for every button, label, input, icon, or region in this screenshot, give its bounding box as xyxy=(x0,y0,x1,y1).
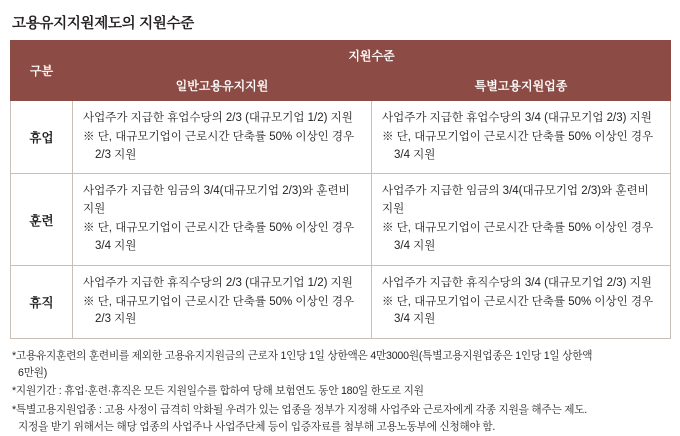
header-cell-special-support: 특별고용지원업종 xyxy=(372,71,671,101)
cell-special-1 xyxy=(372,174,671,265)
cell-general-0 xyxy=(73,101,372,174)
cell-text-note-cont: 3/4 지원 xyxy=(394,239,436,252)
footnotes xyxy=(12,348,668,436)
cell-text-note-cont: 2/3 지원 xyxy=(95,148,137,161)
footnote-cont: 지정을 받기 위해서는 해당 업종의 사업주나 사업주단체 등이 입증자료를 첨부해 고용노동부에 신청해야 함. xyxy=(18,420,496,433)
cell-text-note: ※ 단, 대규모기업이 근로시간 단축률 50% 이상인 경우 xyxy=(382,295,654,308)
cell-text-note: ※ 단, 대규모기업이 근로시간 단축률 50% 이상인 경우 xyxy=(382,222,654,235)
cell-text-note-cont: 3/4 지원 xyxy=(95,239,137,252)
footnote-text: *고용유지훈련의 훈련비를 제외한 고용유지지원금의 근로자 1인당 1일 상한액은 4만3000원(특별고용지원업종은 1인당 1일 상한액 xyxy=(12,350,593,363)
row-label-1: 훈련 xyxy=(11,174,73,265)
row-label-2: 휴직 xyxy=(11,265,73,338)
cell-text-main: 사업주가 지급한 휴직수당의 3/4 (대규모기업 2/3) 지원 xyxy=(382,276,652,289)
cell-text-main: 사업주가 지급한 휴업수당의 3/4 (대규모기업 2/3) 지원 xyxy=(382,112,652,124)
footnote-text: *특별고용지원업종 : 고용 사정이 급격히 악화될 우려가 있는 업종을 정부가 지정해 사업주와 근로자에게 각종 지원을 해주는 제도. xyxy=(12,403,588,416)
cell-special-2 xyxy=(372,265,671,338)
cell-text-note-cont: 3/4 지원 xyxy=(394,148,436,161)
cell-text-note: ※ 단, 대규모기업이 근로시간 단축률 50% 이상인 경우 xyxy=(83,295,355,308)
cell-text-note-cont: 3/4 지원 xyxy=(394,313,436,326)
footnote-2 xyxy=(12,402,668,436)
table-row xyxy=(11,101,671,174)
page-title: 고용유지지원제도의 지원수준 xyxy=(12,16,194,32)
footnote-0 xyxy=(12,348,668,382)
header-cell-general-support: 일반고용유지지원 xyxy=(73,71,372,101)
cell-text-note: ※ 단, 대규모기업이 근로시간 단축률 50% 이상인 경우 xyxy=(83,130,355,143)
cell-general-2 xyxy=(73,265,372,338)
cell-text-main: 사업주가 지급한 임금의 3/4(대규모기업 2/3)와 훈련비 지원 xyxy=(83,185,350,216)
footnote-1 xyxy=(12,383,668,400)
row-label-0: 휴업 xyxy=(11,101,73,174)
table-row xyxy=(11,174,671,265)
table-header-row xyxy=(11,41,671,71)
table-row xyxy=(11,265,671,338)
cell-special-0 xyxy=(372,101,671,174)
table-subheader-row xyxy=(11,71,671,101)
header-cell-support-level: 지원수준 xyxy=(73,41,671,71)
cell-text-note: ※ 단, 대규모기업이 근로시간 단축률 50% 이상인 경우 xyxy=(382,130,654,143)
header-cell-category: 구분 xyxy=(11,41,73,101)
footnote-cont: 6만원) xyxy=(18,367,48,380)
cell-text-main: 사업주가 지급한 휴직수당의 2/3 (대규모기업 1/2) 지원 xyxy=(83,276,353,289)
cell-text-main: 사업주가 지급한 임금의 3/4(대규모기업 2/3)와 훈련비 지원 xyxy=(382,185,649,216)
footnote-text: *지원기간 : 휴업·훈련·휴직은 모든 지원일수를 합하여 당해 보험연도 동안 180일 한도로 지원 xyxy=(12,385,424,398)
cell-text-note-cont: 2/3 지원 xyxy=(95,313,137,326)
support-level-table xyxy=(10,40,671,339)
cell-text-main: 사업주가 지급한 휴업수당의 2/3 (대규모기업 1/2) 지원 xyxy=(83,112,353,124)
cell-text-note: ※ 단, 대규모기업이 근로시간 단축률 50% 이상인 경우 xyxy=(83,222,355,235)
cell-general-1 xyxy=(73,174,372,265)
